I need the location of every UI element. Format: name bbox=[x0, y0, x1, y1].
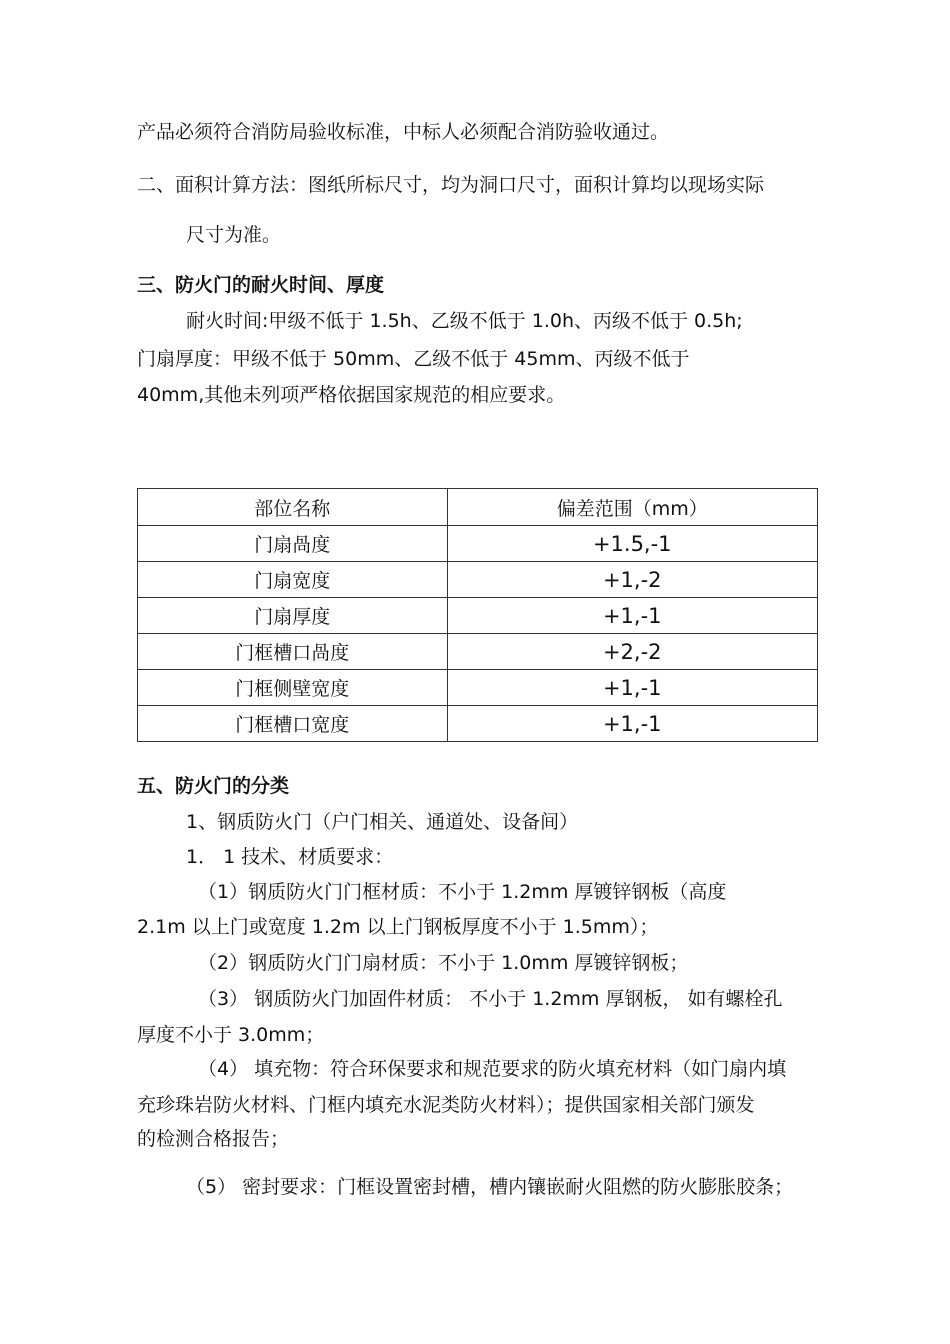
p-area-method-cont: 尺寸为准。 bbox=[186, 224, 282, 246]
req-leaf-material: （2）钢质防火门门扇材质：不小于 1.0mm 厚镀锌钢板； bbox=[198, 952, 689, 974]
p-fire-time: 耐火时间:甲级不低于 1.5h、乙级不低于 1.0h、丙级不低于 0.5h; bbox=[186, 310, 743, 332]
table-row bbox=[138, 670, 818, 706]
req-frame-material-cont: 2.1m 以上门或宽度 1.2m 以上门钢板厚度不小于 1.5mm）； bbox=[137, 916, 659, 938]
p-area-method: 二、面积计算方法：图纸所标尺寸，均为洞口尺寸，面积计算均以现场实际 bbox=[137, 174, 765, 196]
req-seal: （5） 密封要求：门框设置密封槽，槽内镶嵌耐火阻燃的防火膨胀胶条； bbox=[186, 1176, 794, 1198]
item-steel-door: 1、钢质防火门（户门相关、通道处、设备间） bbox=[186, 811, 579, 833]
table-row bbox=[138, 562, 818, 598]
table-row bbox=[138, 634, 818, 670]
table-row bbox=[138, 598, 818, 634]
table-row bbox=[138, 706, 818, 742]
table-header-row bbox=[138, 489, 818, 526]
part-name: 门框侧壁宽度 bbox=[138, 670, 448, 706]
p-leaf-thickness-cont: 40mm,其他未列项严格依据国家规范的相应要求。 bbox=[137, 384, 566, 406]
item-tech-requirements: 1． 1 技术、材质要求： bbox=[186, 846, 394, 868]
req-reinforcement: （3） 钢质防火门加固件材质： 不小于 1.2mm 厚钢板， 如有螺栓孔 bbox=[198, 988, 783, 1010]
part-name: 门扇宽度 bbox=[138, 562, 448, 598]
deviation-range: +2,-2 bbox=[447, 634, 818, 670]
p-leaf-thickness: 门扇厚度：甲级不低于 50mm、乙级不低于 45mm、丙级不低于 bbox=[137, 348, 690, 370]
part-name: 门框槽口咼度 bbox=[138, 634, 448, 670]
part-name: 门扇厚度 bbox=[138, 598, 448, 634]
heading-section-5: 五、防火门的分类 bbox=[137, 775, 290, 797]
req-reinforcement-cont: 厚度不小于 3.0mm； bbox=[137, 1024, 325, 1046]
p-acceptance: 产品必须符合消防局验收标准，中标人必须配合消防验收通过。 bbox=[137, 121, 670, 143]
deviation-range: +1.5,-1 bbox=[447, 526, 818, 562]
part-name: 门框槽口宽度 bbox=[138, 706, 448, 742]
deviation-table bbox=[137, 488, 818, 742]
column-header: 部位名称 bbox=[138, 489, 448, 526]
req-frame-material: （1）钢质防火门门框材质：不小于 1.2mm 厚镀锌钢板（高度 bbox=[198, 881, 727, 903]
heading-section-3: 三、防火门的耐火时间、厚度 bbox=[137, 274, 385, 296]
req-filler-cont-2: 的检测合格报告； bbox=[137, 1128, 290, 1150]
req-filler-cont: 充珍珠岩防火材料、门框内填充水泥类防火材料）；提供国家相关部门颁发 bbox=[137, 1094, 755, 1116]
deviation-range: +1,-2 bbox=[447, 562, 818, 598]
table-row bbox=[138, 526, 818, 562]
req-filler: （4） 填充物：符合环保要求和规范要求的防火填充材料（如门扇内填 bbox=[198, 1058, 787, 1080]
deviation-range: +1,-1 bbox=[447, 598, 818, 634]
deviation-range: +1,-1 bbox=[447, 706, 818, 742]
column-header: 偏差范围（mm） bbox=[447, 489, 818, 526]
deviation-range: +1,-1 bbox=[447, 670, 818, 706]
part-name: 门扇咼度 bbox=[138, 526, 448, 562]
